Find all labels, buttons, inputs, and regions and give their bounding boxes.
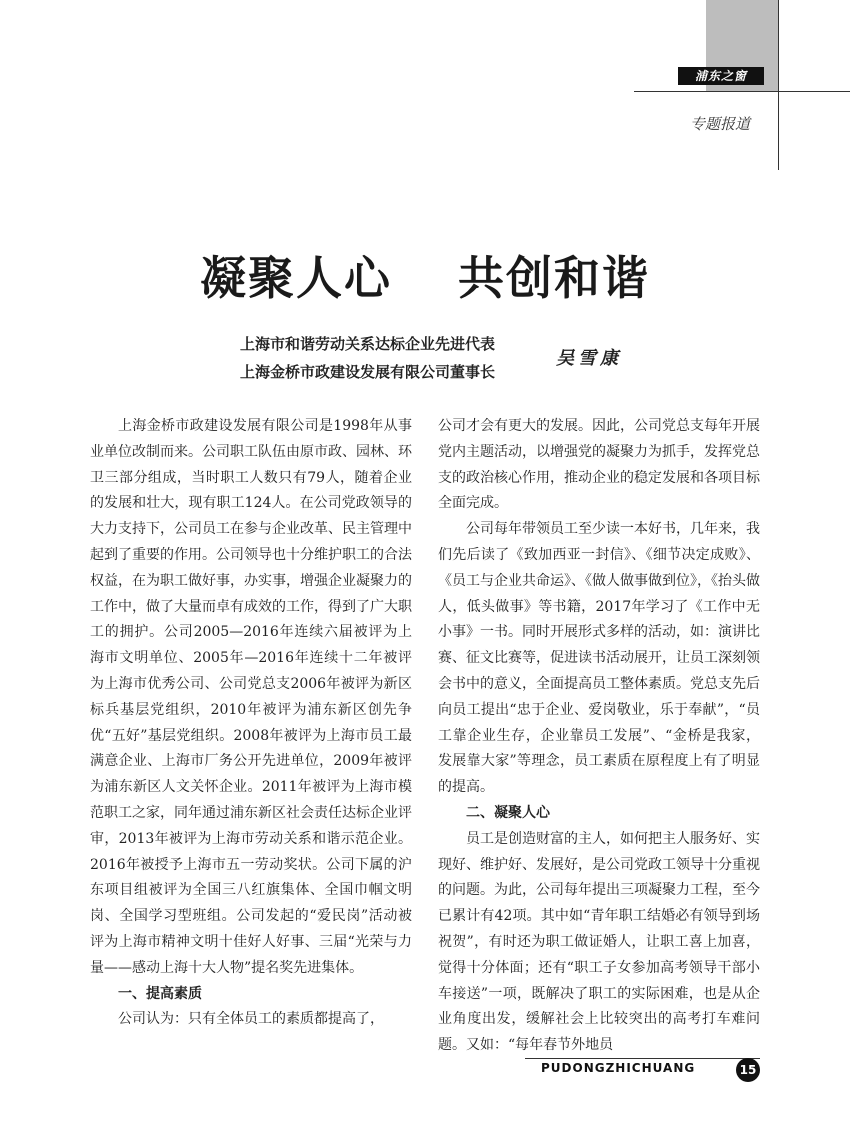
byline-line-1: 上海市和谐劳动关系达标企业先进代表 <box>240 335 496 353</box>
byline <box>240 330 495 386</box>
header-horizontal-rule <box>634 91 850 92</box>
left-column <box>90 414 412 1033</box>
footer-publication-name: PUDONGZHICHUANG <box>541 1061 696 1075</box>
paragraph: 员工是创造财富的主人，如何把主人服务好、实现好、维护好、发展好，是公司党政工领导十分重视的问题。为此，公司每年提出三项凝聚力工程，至今已累计有42项。其中如“青年职工结婚必有领导到场祝贺”，有时还为职工做证婚人，让职工喜上加喜，觉得十分体面；还有“职工子女参加高考领导干部小车接送”一项，既解决了职工的实际困难，也是从企业角度出发，缓解社会上比较突出的高考打车难问题。又如：“每年春节外地员 <box>438 830 760 1054</box>
right-column <box>438 414 760 1059</box>
paragraph: 公司认为：只有全体员工的素质都提高了， <box>118 1011 384 1028</box>
section-heading-2: 二、凝聚人心 <box>466 804 550 821</box>
footer-rule <box>525 1058 760 1059</box>
header-vertical-rule <box>778 0 779 170</box>
paragraph: 上海金桥市政建设发展有限公司是1998年从事业单位改制而来。公司职工队伍由原市政、园林、环卫三部分组成，当时职工人数只有79人，随着企业的发展和壮大，现有职工124人。在公司党政领导的大力支持下，公司员工在参与企业改革、民主管理中起到了重要的作用。公司领导也十分维护职工的合法权益，在为职工做好事，办实事，增强企业凝聚力的工作中，做了大量而卓有成效的工作，得到了广大职工的拥护。公司2005—2016年连续六届被评为上海市文明单位、2005年—2016年连续十二年被评为上海市优秀公司、公司党总支2006年被评为新区标兵基层党组织，2010年被评为浦东新区创先争优“五好”基层党组织。2008年被评为上海市员工最满意企业、上海市厂务公开先进单位，2009年被评为浦东新区人文关怀企业。2011年被评为上海市模范职工之家，同年通过浦东新区社会责任达标企业评审，2013年被评为上海市劳动关系和谐示范企业。2016年被授予上海市五一劳动奖状。公司下属的沪东项目组被评为全国三八红旗集体、全国巾帼文明岗、全国学习型班组。公司发起的“爱民岗”活动被评为上海市精神文明十佳好人好事、三届“光荣与力量——感动上海十大人物”提名奖先进集体。 <box>90 418 412 976</box>
section-label: 专题报道 <box>690 115 751 133</box>
paragraph: 公司每年带领员工至少读一本好书，几年来，我们先后读了《致加西亚一封信》、《细节决定成败》、《员工与企业共命运》、《做人做事做到位》，《抬头做人，低头做事》等书籍，2017年学习了《工作中无小事》一书。同时开展形式多样的活动，如：演讲比赛、征文比赛等，促进读书活动展开，让员工深刻领会书中的意义，全面提高员工整体素质。党总支先后向员工提出“忠于企业、爱岗敬业，乐于奉献”，“员工靠企业生存，企业靠员工发展”、“金桥是我家，发展靠大家”等理念，员工素质在原程度上有了明显的提高。 <box>438 521 760 796</box>
article-title: 凝聚人心 共创和谐 <box>199 251 650 305</box>
paragraph: 公司才会有更大的发展。因此，公司党总支每年开展党内主题活动，以增强党的凝聚力为抓手，发挥党总支的政治核心作用，推动企业的稳定发展和各项目标全面完成。 <box>438 418 760 512</box>
author-name: 吴雪康 <box>556 348 622 369</box>
byline-line-2: 上海金桥市政建设发展有限公司董事长 <box>240 363 496 381</box>
masthead-logo: 浦东之窗 <box>678 67 764 85</box>
page-number: 15 <box>736 1058 760 1082</box>
section-heading-1: 一、提高素质 <box>118 985 202 1002</box>
